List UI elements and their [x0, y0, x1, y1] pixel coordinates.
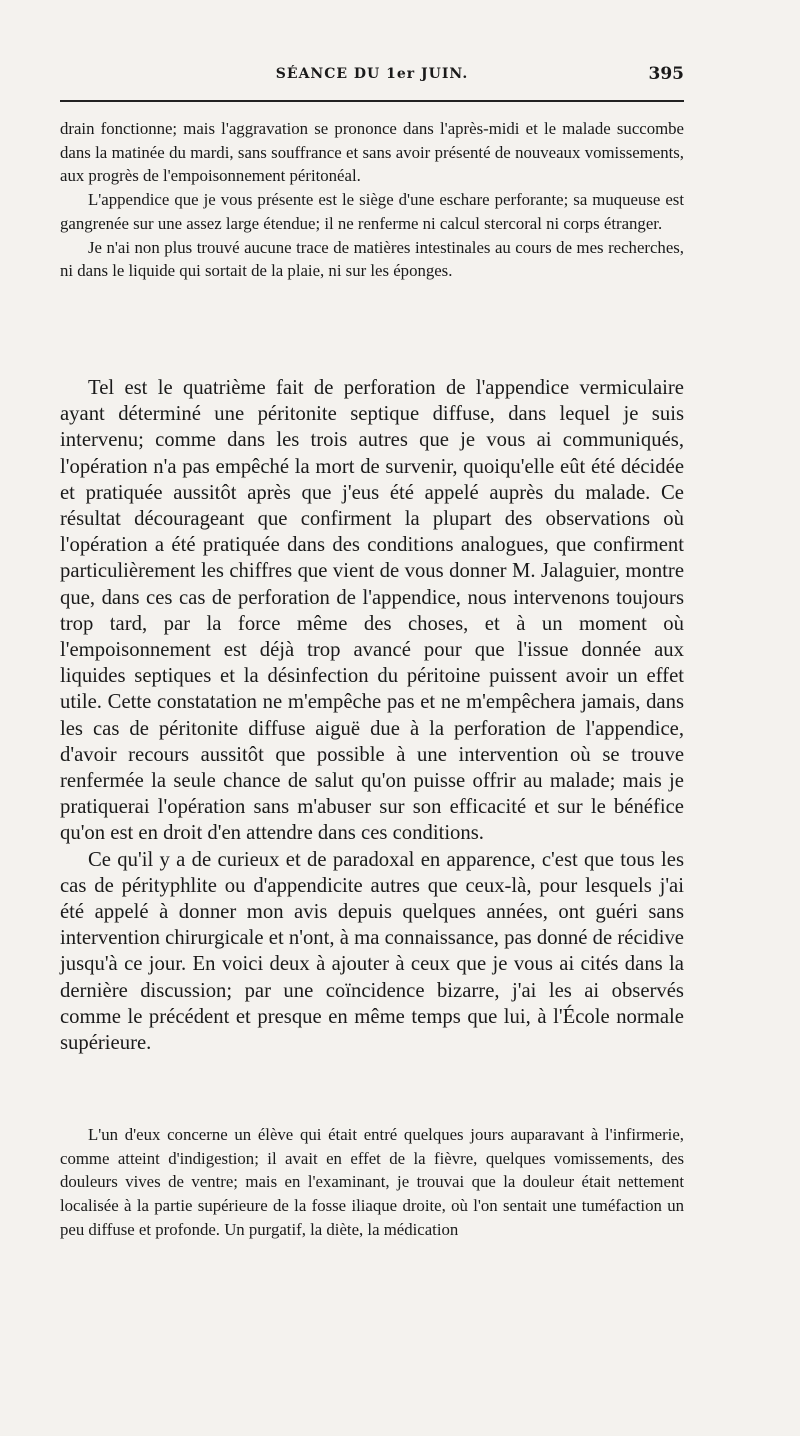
paragraph-continuation: drain fonctionne; mais l'aggravation se prononce dans l'après-midi et le malade succombe dans la matinée du mardi, sans souffrance et sans avoir présenté de nouveaux vomissements, aux progrès de l'empoisonnement péritonéal.: [60, 119, 684, 186]
paragraph-appendice: L'appendice que je vous présente est le siège d'une eschare perforante; sa muqueuse est gangrenée sur une assez large étendue; il ne renferme ni calcul stercoral ni corps étranger.: [60, 190, 684, 233]
text-block-top: [60, 117, 684, 283]
paragraph-curieux: Ce qu'il y a de curieux et de paradoxal en apparence, c'est que tous les cas de pérityphlite ou d'appendicite autres que ceux-là, pour lesquels j'ai été appelé à donner mon avis depuis quelques années, ont guéri sans intervention chirurgicale et n'ont, à ma connaissance, pas donné de récidive jusqu'à ce jour. En voici deux à ajouter à ceux que je vous ai cités dans la dernière discussion; par une coïncidence bizarre, j'ai les ai observés comme le précédent et presque en même temps que lui, à l'École normale supérieure.: [60, 848, 684, 1055]
paragraph-quatrieme-fait: Tel est le quatrième fait de perforation de l'appendice vermiculaire ayant déterminé une péritonite septique diffuse, dans lequel je suis intervenu; comme dans les trois autres que je vous ai communiqués, l'opération n'a pas empêché la mort de survenir, quoiqu'elle eût été décidée et pratiquée aussitôt après que j'eus été appelé auprès du malade. Ce résultat décourageant que confirment la plupart des observations où l'opération a été pratiquée dans des conditions analogues, que confirment particulièrement les chiffres que vient de vous donner M. Jalaguier, montre que, dans ces cas de perforation de l'appendice, nous intervenons toujours trop tard, par la force même des choses, et à un moment où l'empoisonnement est déjà trop avancé pour que l'issue donnée aux liquides septiques et la désinfection du péritoine puissent avoir un effet utile. Cette constatation ne m'empêche pas et ne m'empêchera jamais, dans les cas de péritonite diffuse aiguë due à la perforation de l'appendice, d'avoir recours aussitôt que possible à une intervention où se trouve renfermée la seule chance de salut qu'on puisse offrir au malade; mais je pratiquerai l'opération sans m'abuser sur son efficacité et sur le bénéfice qu'on est en droit d'en attendre dans ces conditions.: [60, 377, 684, 845]
page-header: [60, 66, 684, 92]
text-block-main: [60, 375, 684, 1056]
paragraph-eleve: L'un d'eux concerne un élève qui était entré quelques jours auparavant à l'infirmerie, comme atteint d'indigestion; il avait en effet de la fièvre, quelques vomissements, des douleurs vives de ventre; mais en l'examinant, je trouvai que la douleur était nettement localisée à la partie supérieure de la fosse iliaque droite, où l'on sentait une tuméfaction un peu diffuse et profonde. Un purgatif, la diète, la médication: [60, 1125, 684, 1239]
page-number: 395: [648, 64, 684, 84]
paragraph-recherches: Je n'ai non plus trouvé aucune trace de matières intestinales au cours de mes recherches, ni dans le liquide qui sortait de la plaie, ni sur les éponges.: [60, 237, 684, 281]
text-block-bottom: [60, 1123, 684, 1242]
running-title: SÉANCE DU 1er JUIN.: [275, 66, 469, 82]
header-rule: [60, 100, 684, 102]
